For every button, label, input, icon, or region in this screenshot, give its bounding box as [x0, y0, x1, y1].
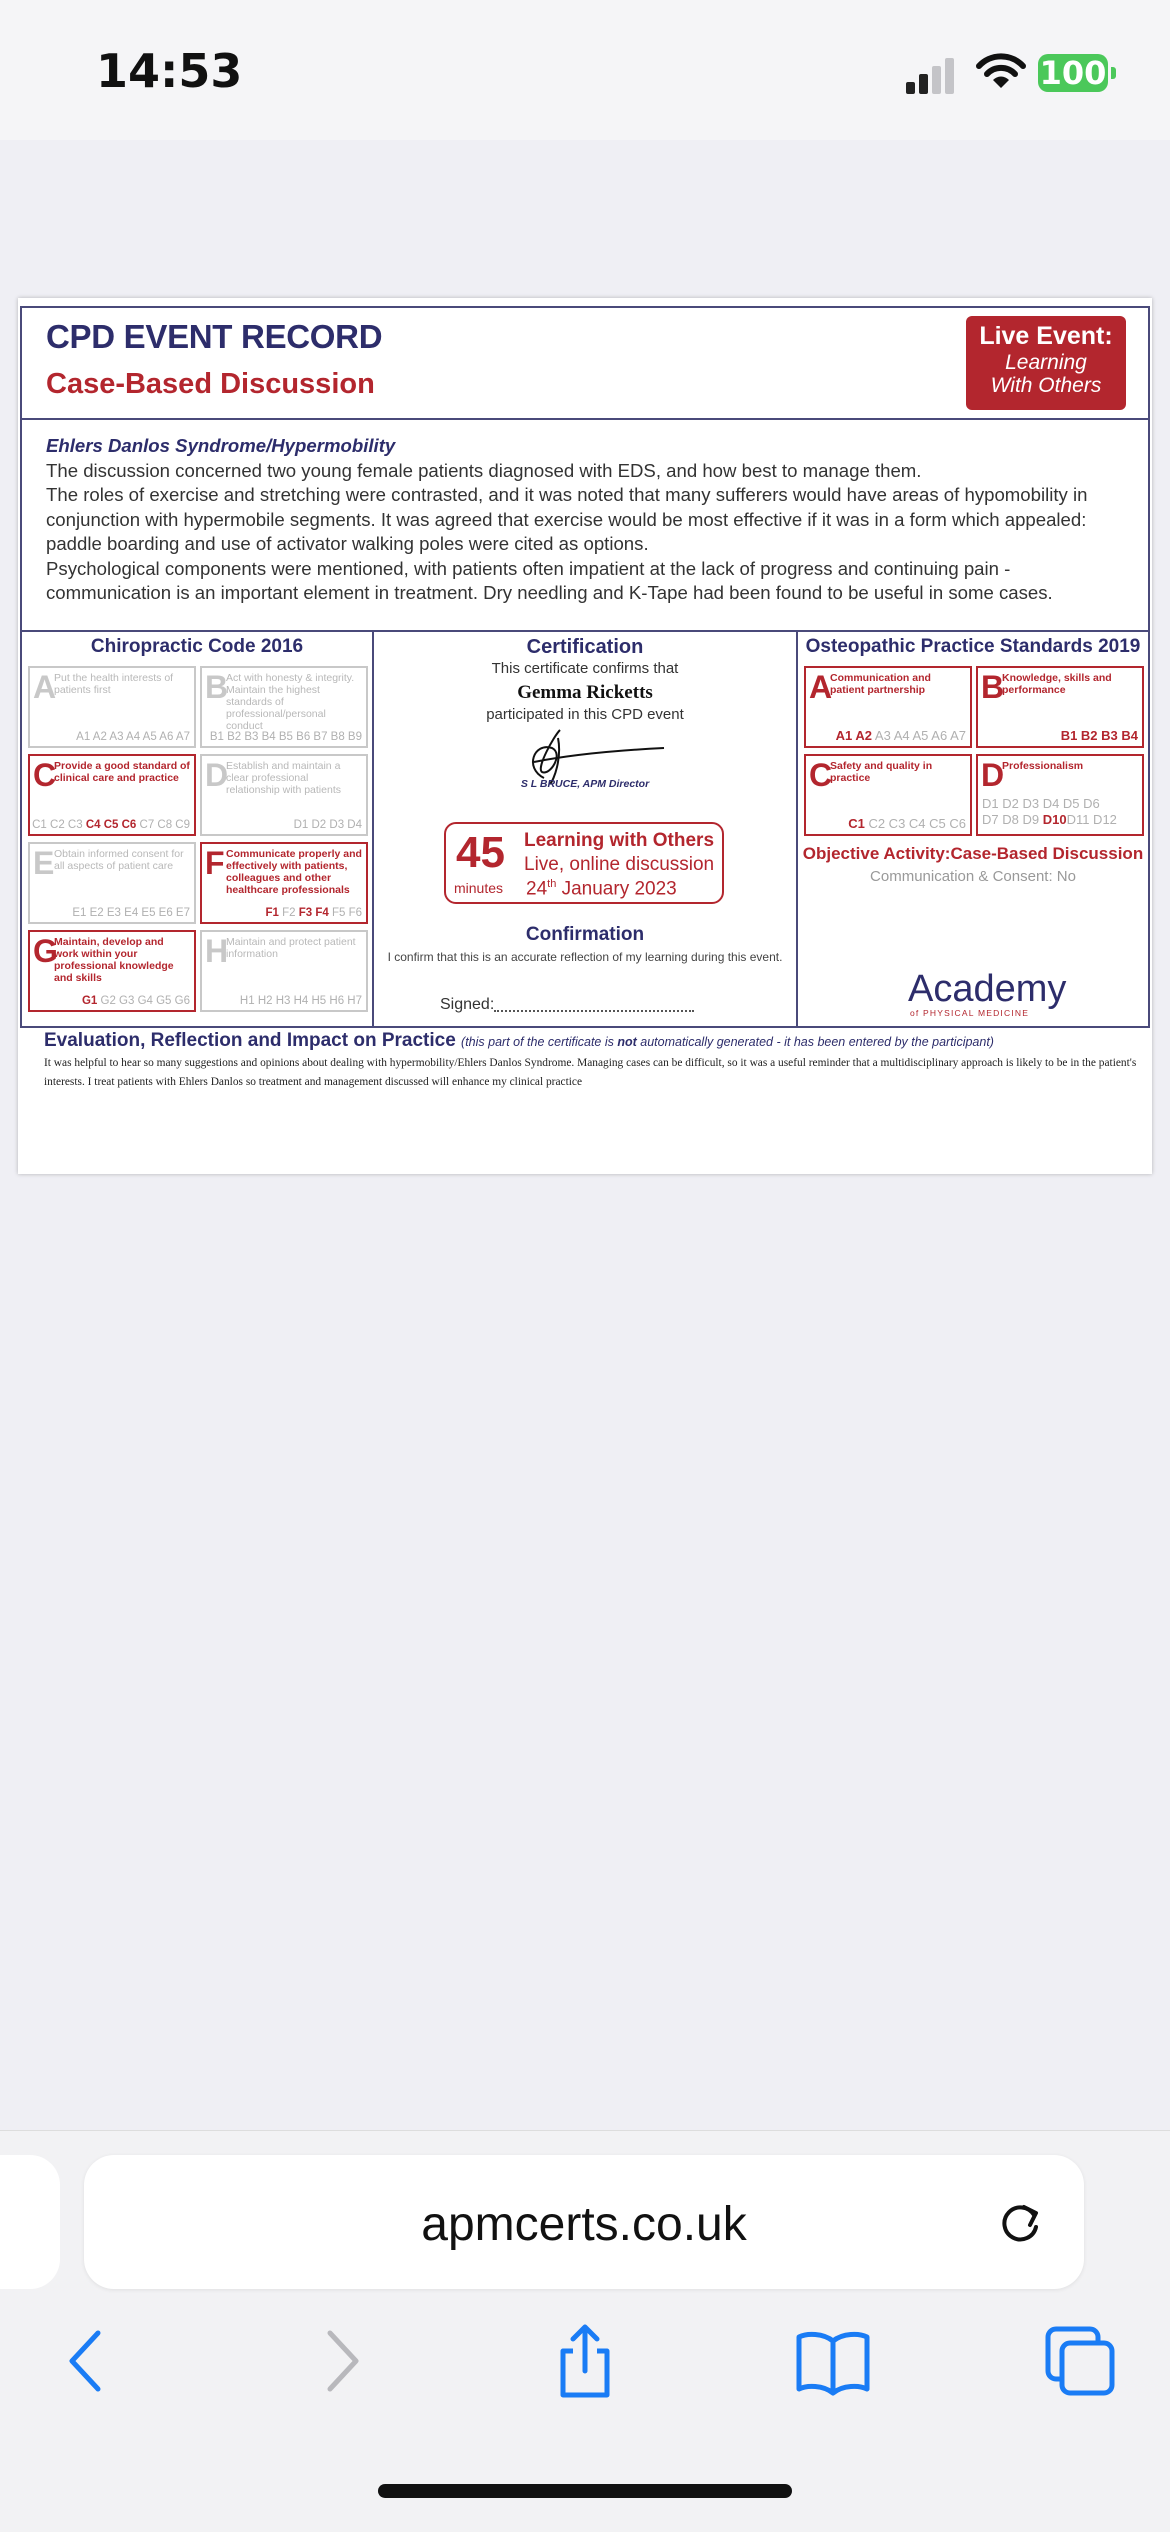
chiro-box-c: [28, 754, 196, 836]
code-active: A1 A2: [835, 728, 873, 743]
bookmarks-icon[interactable]: [793, 2321, 873, 2401]
certificate-frame: [20, 306, 1150, 1028]
chiro-box-f: [200, 842, 368, 924]
confirmation-heading: Confirmation: [525, 924, 645, 945]
osteopathic-heading: Osteopathic Practice Standards 2019: [805, 636, 1141, 657]
live-event-line3: With Others: [990, 374, 1102, 397]
event-topic: Ehlers Danlos Syndrome/Hypermobility: [46, 435, 396, 456]
osteo-box-b: [976, 666, 1144, 748]
chiro-codes: A1 A2 A3 A4 A5 A6 A7: [76, 731, 190, 743]
duration-badge: [444, 822, 724, 904]
chiropractic-code-panel: [22, 632, 374, 1028]
academy-logo-sub: of PHYSICAL MEDICINE: [910, 1008, 1030, 1018]
chiro-codes: H1 H2 H3 H4 H5 H6 H7: [239, 995, 362, 1007]
date-day: 24: [526, 878, 548, 900]
live-event-badge: [966, 316, 1126, 410]
code-active: F1: [265, 907, 279, 919]
duration-minutes: 45: [456, 828, 505, 877]
date-month-year: January 2023: [561, 878, 677, 900]
code-active: B1 B2 B3 B4: [1060, 728, 1138, 743]
chiro-letter: F: [205, 845, 225, 881]
osteo-letter: D: [981, 757, 1005, 793]
code-inactive: G2 G3 G4 G5 G6: [97, 995, 190, 1007]
chiro-text: Communicate properly and effectively with patients, colleagues and other healthcare professionals: [226, 848, 362, 896]
code-inactive: C2 C3 C4 C5 C6: [864, 816, 966, 831]
code-active: C4 C5 C6: [85, 819, 137, 831]
previous-tab-preview[interactable]: [0, 2155, 60, 2289]
chiro-text: Put the health interests of patients first: [54, 672, 174, 696]
certificate-title: CPD EVENT RECORD: [46, 318, 383, 355]
code-active: C1: [848, 816, 865, 831]
osteo-codes: [848, 816, 966, 831]
osteo-box-d: [976, 754, 1144, 836]
signed-label: Signed:: [440, 996, 495, 1013]
evaluation-text: It was helpful to hear so many suggestions and opinions about dealing with hypermobility/Ehlers Danlos Syndrome. Managing cases can be difficult, so it was a useful reminder that a multidisciplinary approach is likely to be in the patient's interests. I treat patients with Ehlers Danlos so treatment and management discussed will enhance my clinical practice: [44, 1057, 1137, 1088]
wifi-icon: [976, 52, 1026, 92]
chiro-text: Establish and maintain a clear professional relationship with patients: [226, 760, 341, 796]
chiropractic-heading: Chiropractic Code 2016: [90, 636, 304, 657]
chiro-letter: G: [33, 933, 58, 969]
chiro-letter: H: [205, 933, 229, 969]
note-bold: not: [617, 1035, 637, 1049]
description-para: The discussion concerned two young female patients diagnosed with EDS, and how best to manage them.: [46, 459, 922, 481]
tabs-icon[interactable]: [1040, 2321, 1120, 2401]
code-active: D10: [1042, 812, 1067, 827]
description-para: Psychological components were mentioned, with patients often impatient at the lack of progress and continuing pain - communication is an important element in treatment. Dry needling and K-Tape had been found to be useful in some cases.: [46, 557, 1053, 603]
communication-consent: Communication & Consent: No: [870, 868, 1076, 885]
code-active: F3 F4: [298, 907, 329, 919]
osteo-text: Knowledge, skills and performance: [1002, 672, 1112, 696]
description-para: The roles of exercise and stretching were contrasted, and it was noted that many sufferers would have areas of hypomobility in conjunction with hypermobile segments. It was agreed that exercise would be most effective if it was in a form which appealed: paddle boarding and use of activator walking poles were cited as options.: [46, 484, 1088, 554]
code-inactive: F2: [278, 907, 299, 919]
chiro-box-g: [28, 930, 196, 1012]
chiro-text: Maintain, develop and work within your professional knowledge and skills: [54, 936, 174, 984]
event-date: [526, 878, 677, 900]
chiro-letter: E: [33, 845, 55, 881]
chiro-box-a: [28, 666, 196, 748]
share-icon[interactable]: [545, 2321, 625, 2401]
code-inactive: C7 C8 C9: [136, 819, 190, 831]
chiro-text: Provide a good standard of clinical care and practice: [54, 760, 190, 784]
note-text: automatically generated - it has been entered by the participant): [636, 1035, 994, 1049]
event-description: [46, 434, 1136, 606]
osteo-codes: [982, 796, 1117, 828]
standards-section: [22, 630, 1148, 1026]
certification-heading: Certification: [526, 636, 644, 658]
live-event-line2: Learning: [1005, 351, 1087, 374]
osteo-codes: [836, 728, 966, 743]
evaluation-title: Evaluation, Reflection and Impact on Practice: [44, 1030, 456, 1051]
chiro-text: Act with honesty & integrity. Maintain the highest standards of professional/personal conduct: [226, 672, 355, 732]
duration-unit: minutes: [454, 880, 504, 896]
evaluation-note: [461, 1035, 994, 1049]
chiro-letter: C: [33, 757, 57, 793]
confirm-text: This certificate confirms that: [491, 660, 679, 677]
status-time: 14:53: [96, 44, 243, 98]
chiro-letter: D: [205, 757, 229, 793]
chiro-codes: B1 B2 B3 B4 B5 B6 B7 B8 B9: [209, 731, 362, 743]
status-bar: [0, 0, 1170, 140]
chiro-codes: [32, 819, 190, 831]
evaluation-heading: [44, 1030, 994, 1052]
address-text[interactable]: apmcerts.co.uk: [421, 2198, 747, 2251]
chiro-letter: A: [33, 669, 57, 705]
code-inactive: D1 D2 D3 D4 D5 D6: [982, 796, 1100, 811]
osteo-codes: [1061, 728, 1138, 743]
confirmation-text: I confirm that this is an accurate reflection of my learning during this event.: [387, 950, 783, 964]
home-indicator[interactable]: [378, 2484, 792, 2498]
back-icon[interactable]: [48, 2321, 128, 2401]
certification-panel: [374, 632, 798, 1028]
code-inactive: D11 D12: [1066, 812, 1117, 827]
chiro-text: Maintain and protect patient information: [226, 936, 356, 960]
browser-toolbar: [0, 2130, 1170, 2532]
signature-line: [494, 1010, 694, 1012]
chiro-codes: E1 E2 E3 E4 E5 E6 E7: [72, 907, 190, 919]
osteo-letter: C: [809, 757, 833, 793]
certificate: [18, 298, 1152, 1174]
academy-logo: Academy: [908, 968, 1067, 1010]
participated-text: participated in this CPD event: [486, 706, 684, 723]
reload-icon[interactable]: [994, 2197, 1046, 2249]
address-bar[interactable]: [84, 2155, 1084, 2289]
chiro-letter: B: [205, 669, 229, 705]
certificate-subtitle: Case-Based Discussion: [46, 368, 375, 400]
chiro-box-d: [200, 754, 368, 836]
cellular-signal-icon: [906, 56, 956, 94]
date-suffix: th: [547, 878, 557, 890]
battery-icon: 100: [1039, 54, 1107, 92]
certificate-header: [22, 308, 1148, 420]
forward-icon[interactable]: [300, 2321, 380, 2401]
chiro-box-e: [28, 842, 196, 924]
code-inactive: F5 F6: [328, 907, 362, 919]
chiro-box-h: [200, 930, 368, 1012]
osteopathic-standards-panel: [798, 632, 1148, 1028]
osteo-box-a: [804, 666, 972, 748]
objective-activity: Objective Activity:Case-Based Discussion: [802, 844, 1144, 863]
code-inactive: D7 D8 D9: [982, 812, 1043, 827]
code-inactive: A3 A4 A5 A6 A7: [872, 728, 966, 743]
note-text: (this part of the certificate is: [461, 1035, 618, 1049]
chiro-text: Obtain informed consent for all aspects of patient care: [54, 848, 184, 872]
osteo-text: Professionalism: [1002, 760, 1084, 772]
director-name: S L BRUCE, APM Director: [520, 778, 650, 790]
osteo-letter: B: [981, 669, 1005, 705]
chiro-codes: [82, 995, 190, 1007]
osteo-codes-line2: [982, 812, 1117, 828]
osteo-box-c: [804, 754, 972, 836]
chiro-codes: [265, 907, 362, 919]
participant-name: Gemma Ricketts: [517, 682, 653, 703]
chiro-box-b: [200, 666, 368, 748]
event-type: Learning with Others: [524, 830, 715, 851]
event-mode: Live, online discussion: [524, 854, 715, 875]
osteo-text: Safety and quality in practice: [830, 760, 933, 784]
osteo-letter: A: [809, 669, 833, 705]
chiro-codes: D1 D2 D3 D4: [293, 819, 362, 831]
code-active: G1: [81, 995, 98, 1007]
code-inactive: C1 C2 C3: [32, 819, 86, 831]
osteo-text: Communication and patient partnership: [830, 672, 931, 696]
live-event-label: Live Event:: [979, 322, 1113, 350]
